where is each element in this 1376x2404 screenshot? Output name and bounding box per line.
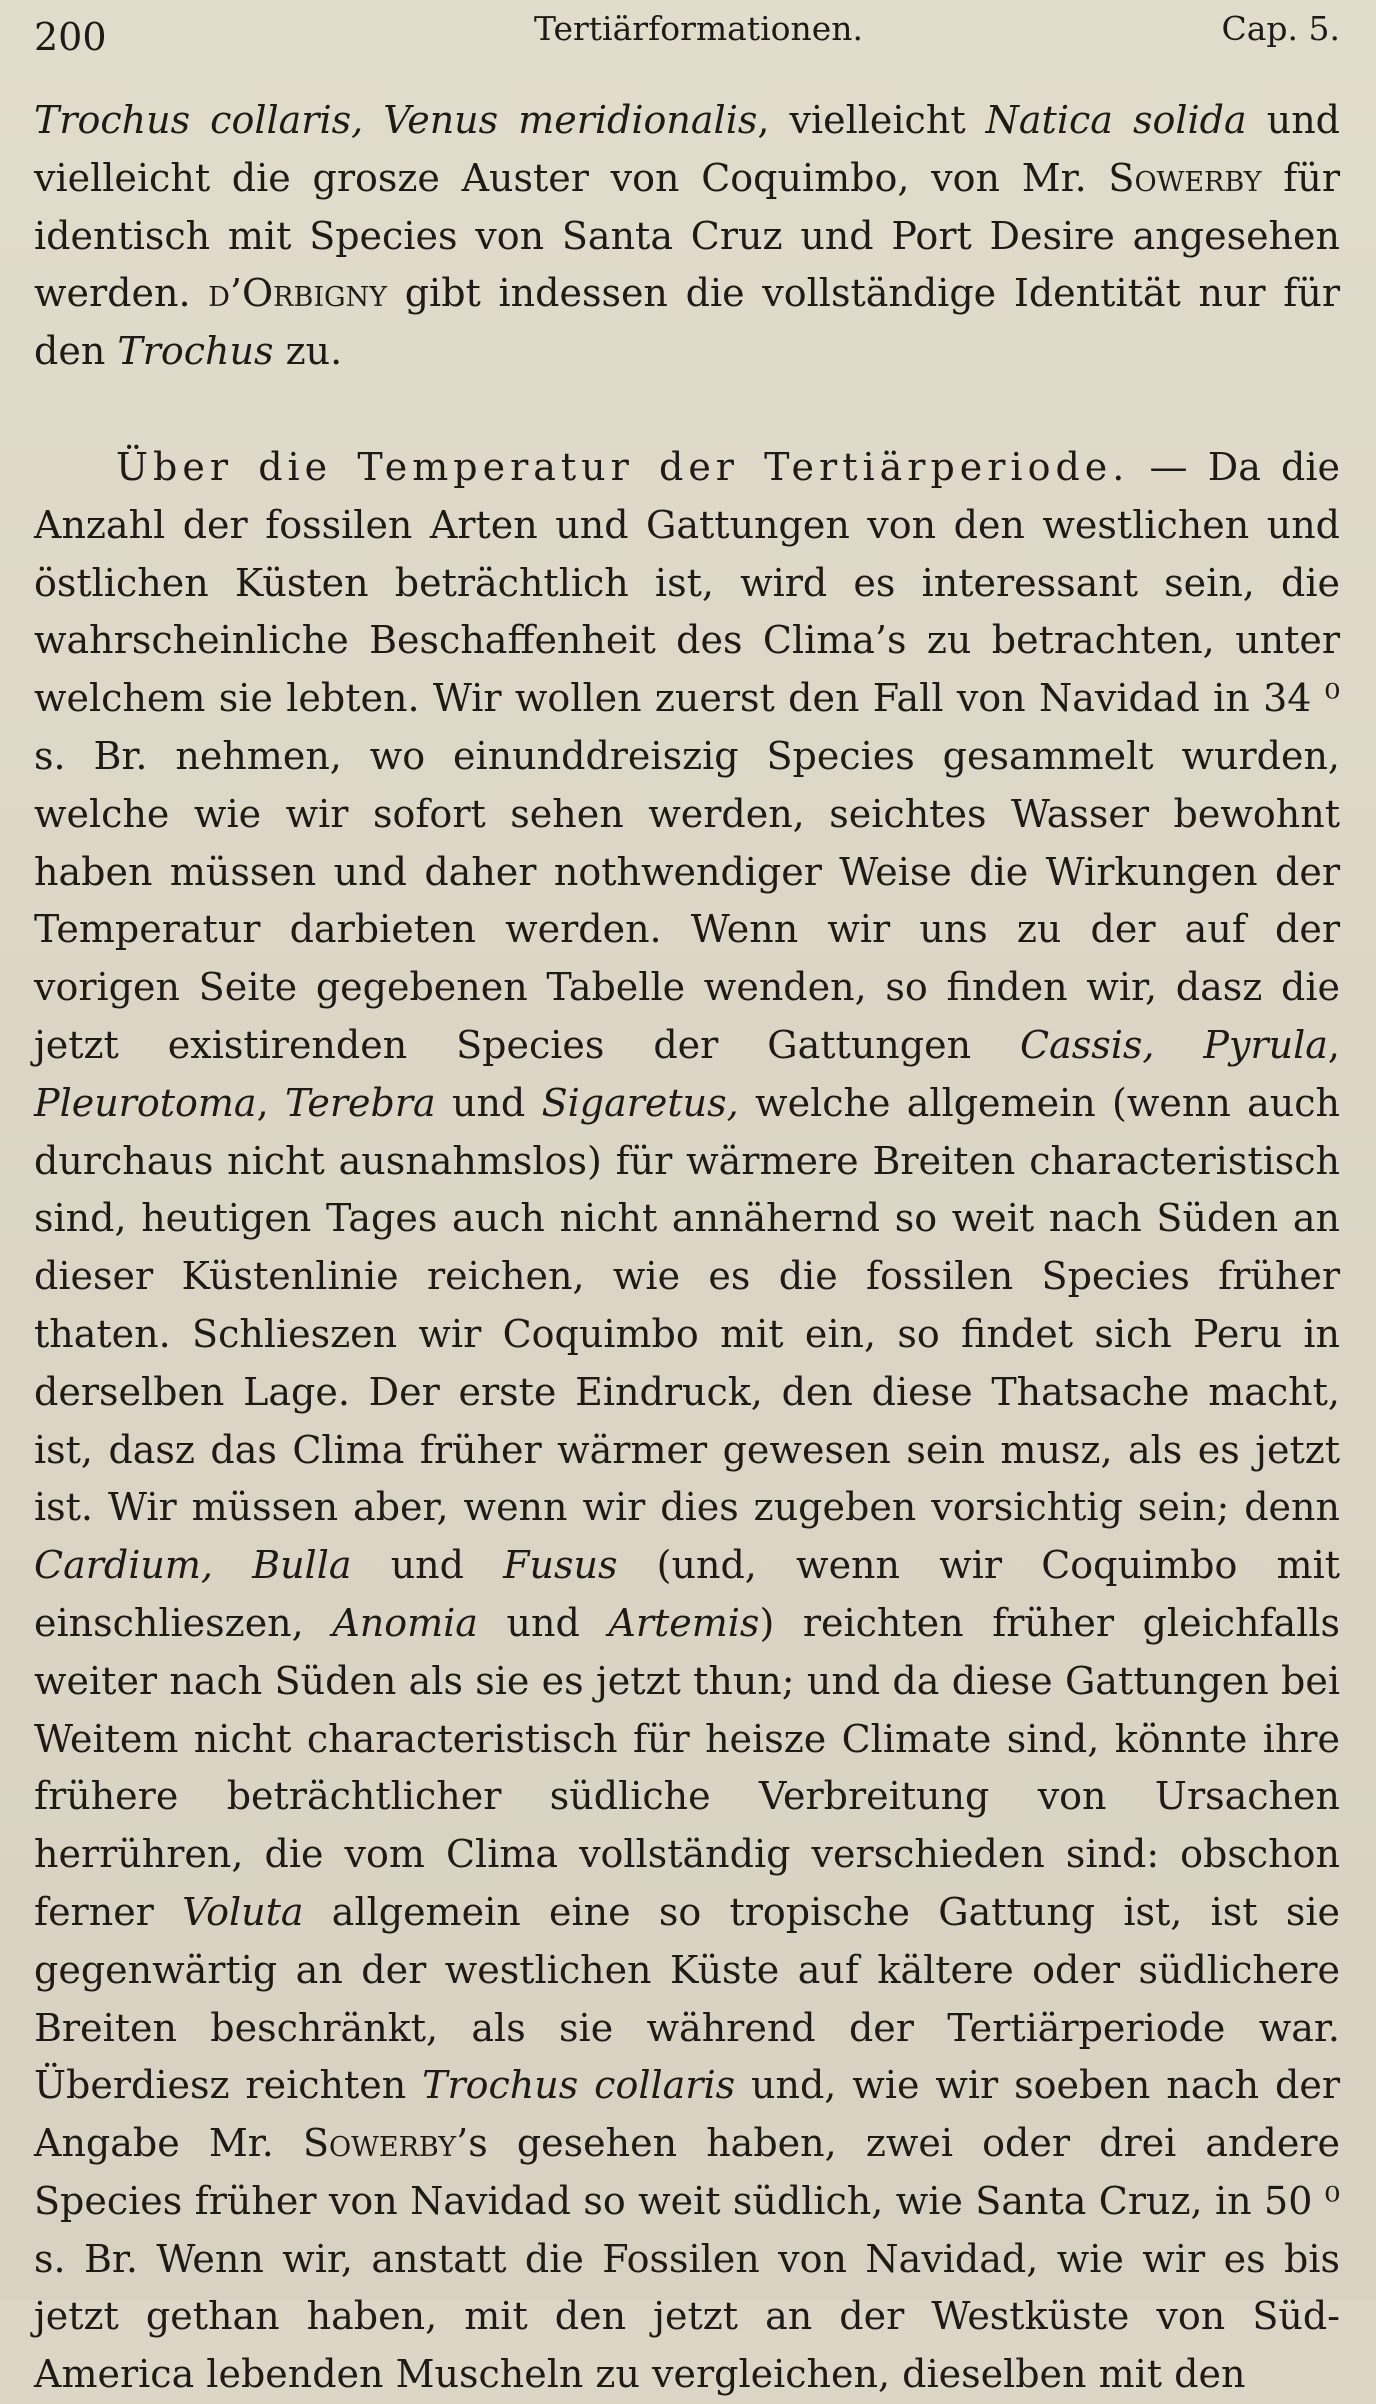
text-run <box>363 98 383 142</box>
species-name: Venus meridionalis <box>383 98 758 142</box>
genus-name: Anomia <box>332 1600 478 1645</box>
genus-name: Artemis <box>608 1600 760 1645</box>
genus-name: Sigaretus, <box>541 1080 739 1125</box>
text-run: ’s gesehen haben, zwei oder drei andere Species früher von Navidad so weit südlich, wie Santa Cruz, in 50 ⁰ s. Br. Wenn wir, anstatt die Fossilen von Navidad, wie wir es bis jetzt gethan haben, mit den jetzt an der Westküste von Süd-America lebenden Muscheln zu vergleichen, dieselben mit den <box>34 2121 1340 2397</box>
text-run: ) reichten früher gleichfalls weiter nach Süden als sie es jetzt thun; und da diese Gattungen bei Weitem nicht characteristisch für heisze Climate sind, könnte ihre frühere beträchtlicher südliche Verbreitung von Ursachen herrühren, die vom Clima vollständig verschieden sind: obschon ferner <box>34 1600 1341 1934</box>
section-heading: Über die Temperatur der Tertiärperiode. <box>116 444 1130 489</box>
text-run: für identisch mit Species von Santa Cruz und Port Desire angesehen werden. <box>34 155 1340 316</box>
page-number: 200 <box>34 15 107 59</box>
genus-name: Pleurotoma <box>34 1080 257 1125</box>
species-name: Trochus collaris, <box>34 98 364 142</box>
genus-name: Cassis, Pyrula <box>1020 1022 1328 1067</box>
species-name: Trochus collaris <box>422 2063 736 2108</box>
text-run: allgemein eine so tropische Gattung ist, ist sie gegenwärtig an der westlichen Küste auf kältere oder südlichere Breiten beschränkt, als sie während der Tertiärperiode war. Überdiesz reichten <box>34 1889 1340 2108</box>
text-run: und, wie wir soeben nach der Angabe Mr. <box>34 2063 1340 2166</box>
running-head <box>34 0 1340 59</box>
genus-name: Trochus <box>117 329 274 374</box>
genus-name: Cardium, Bulla <box>34 1543 352 1588</box>
text-run: , <box>256 1080 285 1125</box>
chapter-label: Cap. 5. <box>1221 9 1340 48</box>
text-run: und <box>477 1600 609 1645</box>
paragraph-continuation <box>34 92 1340 381</box>
genus-name: Fusus <box>503 1543 618 1588</box>
body-text <box>34 92 1340 2404</box>
text-run: welche allgemein (wenn auch durchaus nicht ausnahmslos) für wärmere Breiten characteristisch sind, heutigen Tages auch nicht annähernd so weit nach Süden an dieser Küstenlinie reichen, wie es die fossilen Species früher thaten. Schlieszen wir Coquimbo mit ein, so findet sich Peru in derselben Lage. Der erste Eindruck, den diese Thatsache macht, ist, dasz das Clima früher wärmer gewesen sein musz, als es jetzt ist. Wir müssen aber, wenn wir dies zugeben vorsichtig sein; denn <box>34 1080 1340 1530</box>
running-title: Tertiärformationen. <box>534 9 864 48</box>
paragraph-temperature <box>34 439 1340 2404</box>
author-name: Sowerby <box>1108 155 1262 200</box>
text-run: gibt indessen die vollständige Identität nur für den <box>34 271 1341 374</box>
text-run: , vielleicht <box>757 98 986 142</box>
text-run: — Da die Anzahl der fossilen Arten und Gattungen von den westlichen und östlichen Küsten beträchtlich ist, wird es interessant sein, die wahrscheinliche Beschaffenheit des Clima’s zu betrachten, unter welchem sie lebten. Wir wollen zuerst den Fall von Navidad in 34 ⁰ s. Br. nehmen, wo einunddreiszig Species gesammelt wurden, welche wie wir sofort sehen werden, seichtes Wasser bewohnt haben müssen und daher nothwendiger Weise die Wirkungen der Temperatur darbieten werden. Wenn wir uns zu der auf der vorigen Seite gegebenen Tabelle wenden, so finden wir, dasz die jetzt existirenden Species der Gattungen <box>34 444 1341 1067</box>
text-run: und <box>351 1543 504 1588</box>
text-run: zu. <box>273 329 343 374</box>
genus-name: Terebra <box>284 1080 436 1125</box>
text-run: und <box>435 1080 542 1125</box>
author-name: Sowerby <box>302 2121 457 2166</box>
text-run: und vielleicht die grosze Auster von Coquimbo, von Mr. <box>34 98 1340 200</box>
species-name: Natica solida <box>985 98 1247 142</box>
text-run: , <box>1327 1022 1340 1067</box>
genus-name: Voluta <box>182 1889 304 1934</box>
text-run: (und, wenn wir Coquimbo mit einschlieszen, <box>34 1543 1341 1645</box>
author-name: d’Orbigny <box>208 271 387 316</box>
